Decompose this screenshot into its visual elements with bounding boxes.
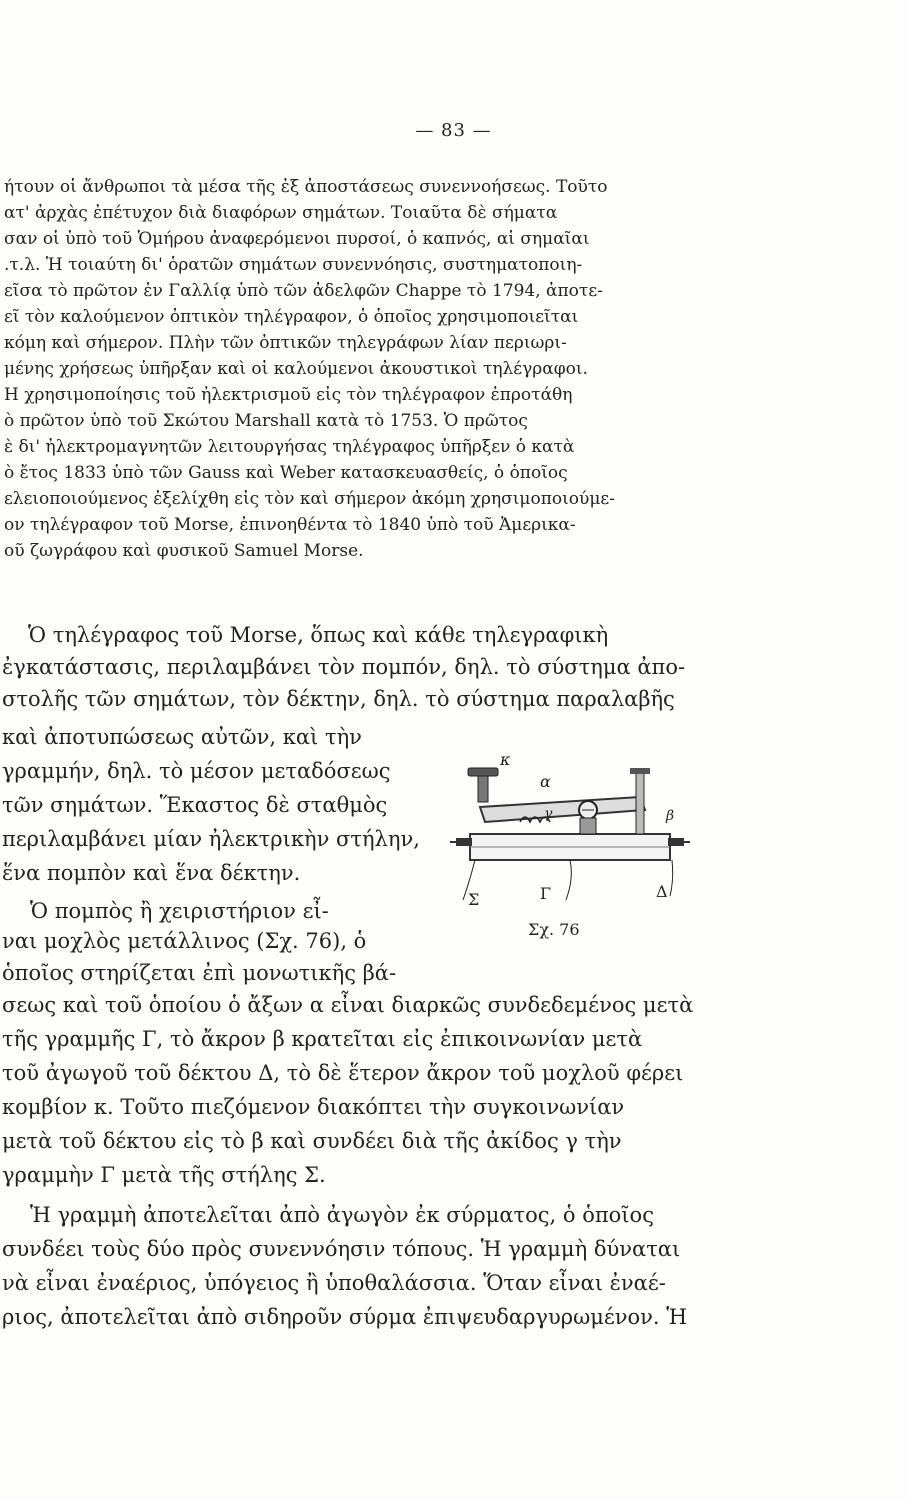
label-b: β [666, 808, 675, 824]
text-line: Ἡ γραμμὴ ἀποτελεῖται ἀπὸ ἀγωγὸν ἐκ σύρματος, ὁ ὁποῖος [30, 1203, 654, 1227]
text-line: κόμη καὶ σήμερον. Πλὴν τῶν ὀπτικῶν τηλεγράφων λίαν περιωρι- [4, 333, 567, 353]
text-line: ὸ ἔτος 1833 ὑπὸ τῶν Gauss καὶ Weber κατασκευασθείς, ὁ ὁποῖος [4, 463, 568, 483]
text-line: τοῦ ἀγωγοῦ τοῦ δέκτου Δ, τὸ δὲ ἕτερον ἄκρον τοῦ μοχλοῦ φέρει [2, 1061, 684, 1085]
text-line: ὸ πρῶτον ὑπὸ τοῦ Σκώτου Marshall κατὰ τὸ 1753. Ὁ πρῶτος [4, 411, 528, 431]
text-line: γραμμήν, δηλ. τὸ μέσον μεταδόσεως [2, 759, 391, 783]
text-line: ελειοποιούμενος ἐξελίχθη εἰς τὸν καὶ σήμερον ἀκόμη χρησιμοποιούμε- [4, 489, 615, 509]
label-a: α [540, 772, 551, 791]
label-g: γ [544, 806, 553, 822]
label-gamma: Γ [540, 884, 552, 903]
text-line: ον τηλέγραφον τοῦ Morse, ἐπινοηθέντα τὸ 1840 ὑπὸ τοῦ Ἀμερικα- [4, 515, 576, 535]
text-line: ατ' ἀρχὰς ἐπέτυχον διὰ διαφόρων σημάτων. Τοιαῦτα δὲ σήματα [4, 203, 558, 223]
text-line: εῖ τὸν καλούμενον ὀπτικὸν τηλέγραφον, ὁ ὁποῖος χρησιμοποιεῖται [4, 307, 579, 327]
figure-caption: Σχ. 76 [528, 920, 580, 939]
label-sigma: Σ [468, 890, 480, 909]
text-line: περιλαμβάνει μίαν ἠλεκτρικὴν στήλην, [2, 827, 420, 851]
text-line: ὲ δι' ἠλεκτρομαγνητῶν λειτουργήσας τηλέγραφος ὑπῆρξεν ὁ κατὰ [4, 437, 575, 457]
text-line: σεως καὶ τοῦ ὁποίου ὁ ἄξων α εἶναι διαρκῶς συνδεδεμένος μετὰ [2, 993, 694, 1017]
text-line: ριος, ἀποτελεῖται ἀπὸ σιδηροῦν σύρμα ἐπιψευδαργυρωμένον. Ἡ [2, 1305, 688, 1329]
knob [468, 768, 498, 776]
text-line: οῦ ζωγράφου καὶ φυσικοῦ Samuel Morse. [4, 541, 364, 561]
text-line: συνδέει τοὺς δύο πρὸς συνεννόησιν τόπους. Ἡ γραμμὴ δύναται [2, 1237, 681, 1261]
text-line: γραμμὴν Γ μετὰ τῆς στήλης Σ. [2, 1163, 326, 1187]
text-line: τῶν σημάτων. Ἕκαστος δὲ σταθμὸς [2, 793, 388, 817]
text-line: τῆς γραμμῆς Γ, τὸ ἄκρον β κρατεῖται εἰς ἐπικοινωνίαν μετὰ [2, 1027, 643, 1051]
text-line: μετὰ τοῦ δέκτου εἰς τὸ β καὶ συνδέει διὰ τῆς ἀκίδος γ τὴν [2, 1129, 622, 1153]
text-line: .τ.λ. Ἡ τοιαύτη δι' ὁρατῶν σημάτων συνεννόησις, συστηματοποιη- [4, 255, 583, 275]
label-delta: Δ [656, 882, 668, 901]
text-line: Ὁ τηλέγραφος τοῦ Morse, ὅπως καὶ κάθε τηλεγραφικὴ [28, 623, 609, 647]
text-line: κομβίον κ. Τοῦτο πιεζόμενον διακόπτει τὴν συγκοινωνίαν [2, 1095, 625, 1119]
text-line: καὶ ἀποτυπώσεως αὐτῶν, καὶ τὴν [2, 725, 362, 749]
text-line: νὰ εἶναι ἐναέριος, ὑπόγειος ἢ ὑποθαλάσσια. Ὅταν εἶναι ἐναέ- [2, 1271, 666, 1295]
text-line: ήτουν οἱ ἄνθρωποι τὰ μέσα τῆς ἐξ ἀποστάσεως συνεννοήσεως. Τοῦτο [4, 177, 608, 197]
text-line: ἕνα πομπὸν καὶ ἕνα δέκτην. [2, 861, 301, 885]
text-line: στολῆς τῶν σημάτων, τὸν δέκτην, δηλ. τὸ σύστημα παραλαβῆς [2, 687, 675, 711]
metal-lever [480, 797, 645, 822]
text-line: Η χρησιμοποίησις τοῦ ἠλεκτρισμοῦ εἰς τὸν τηλέγραφον ἐπροτάθη [4, 385, 573, 405]
text-line: εῖσα τὸ πρῶτον ἐν Γαλλίᾳ ὑπὸ τῶν ἀδελφῶν Chappe τὸ 1794, ἀποτε- [4, 281, 603, 301]
text-line: σαν οἱ ὑπὸ τοῦ Ὁμήρου ἀναφερόμενοι πυρσοί, ὁ καπνός, αἱ σημαῖαι [4, 229, 590, 249]
page-number: — 83 — [415, 120, 492, 141]
text-line: ἐγκατάστασις, περιλαμβάνει τὸν πομπόν, δηλ. τὸ σύστημα ἀπο- [2, 655, 686, 679]
text-line: ὁποῖος στηρίζεται ἐπὶ μονωτικῆς βά- [2, 961, 397, 985]
label-k: κ [500, 750, 511, 769]
text-line: ναι μοχλὸς μετάλλινος (Σχ. 76), ὁ [2, 929, 367, 953]
text-line: μένης χρήσεως ὑπῆρξαν καὶ οἱ καλούμενοι ἀκουστικοὶ τηλέγραφοι. [4, 359, 588, 379]
text-line: Ὁ πομπὸς ἢ χειριστήριον εἶ- [30, 899, 329, 923]
